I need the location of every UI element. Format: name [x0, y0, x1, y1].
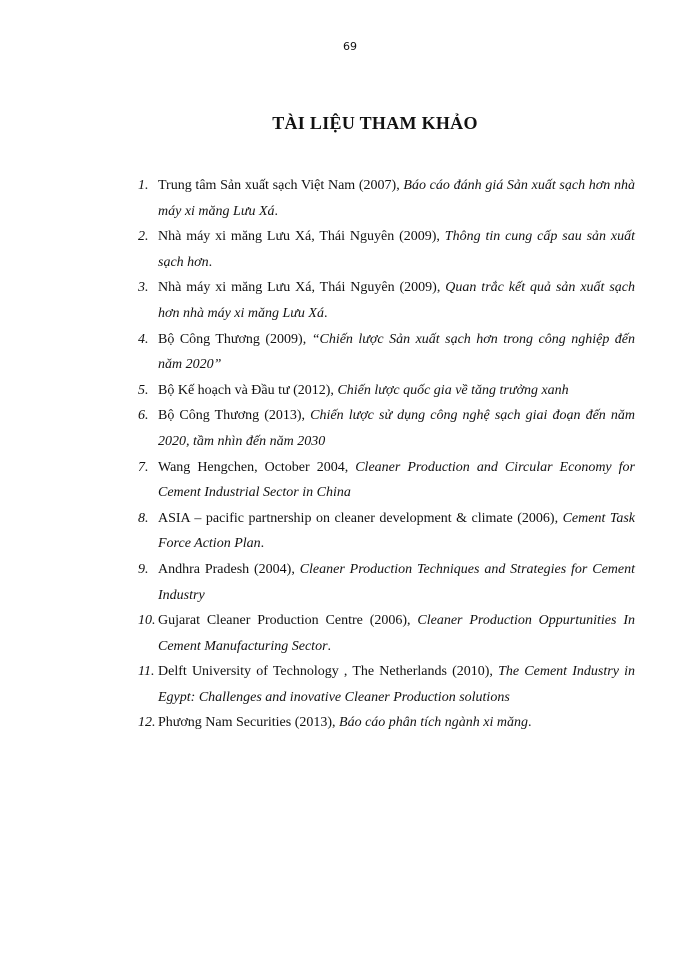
reference-number: 8. — [138, 510, 149, 526]
reference-text — [158, 557, 635, 608]
reference-suffix: . — [260, 536, 265, 552]
reference-title: Thông tin cung cấp sau sản xuất sạch hơn — [158, 229, 635, 270]
reference-item — [138, 608, 635, 659]
reference-item — [138, 173, 635, 224]
reference-number: 2. — [138, 229, 149, 245]
reference-item — [138, 557, 635, 608]
reference-number: 12. — [138, 715, 156, 731]
reference-number: 10. — [138, 613, 156, 629]
reference-authors: Phương Nam Securities (2013), — [158, 715, 340, 731]
reference-item — [138, 659, 635, 710]
reference-title: Chiến lược quốc gia về tăng trưởng xanh — [337, 382, 569, 398]
reference-title: Báo cáo đánh giá Sản xuất sạch hơn nhà máy xi măng Lưu Xá — [158, 178, 635, 219]
reference-item — [138, 506, 635, 557]
reference-number: 4. — [138, 331, 149, 347]
reference-item — [138, 455, 635, 506]
reference-suffix: . — [274, 203, 279, 219]
reference-authors: Nhà máy xi măng Lưu Xá, Thái Nguyên (2009), — [158, 280, 446, 296]
reference-authors: Nhà máy xi măng Lưu Xá, Thái Nguyên (2009), — [158, 229, 445, 245]
reference-number: 9. — [138, 561, 149, 577]
reference-authors: Bộ Công Thương (2013), — [158, 408, 311, 424]
reference-text — [158, 173, 635, 224]
reference-suffix: . — [528, 715, 532, 731]
reference-title: Chiến lược sử dụng công nghệ sạch giai đoạn đến năm 2020, tầm nhìn đến năm 2030 — [158, 408, 635, 449]
reference-suffix: . — [327, 638, 332, 654]
reference-item — [138, 403, 635, 454]
reference-authors: Delft University of Technology , The Netherlands (2010), — [158, 664, 499, 680]
reference-authors: ASIA – pacific partnership on cleaner development & climate (2006), — [158, 510, 563, 526]
reference-title: Quan trắc kết quả sản xuất sạch hơn nhà máy xi măng Lưu Xá — [158, 280, 636, 321]
reference-title: Cement Task Force Action Plan — [158, 510, 635, 552]
reference-authors: Andhra Pradesh (2004), — [158, 561, 300, 577]
reference-text — [158, 403, 635, 454]
reference-title: Cleaner Production Techniques and Strategies for Cement Industry — [158, 561, 635, 603]
reference-list — [138, 173, 635, 736]
reference-authors: Bộ Công Thương (2009), — [158, 331, 312, 347]
reference-authors: Wang Hengchen, October 2004, — [158, 459, 356, 475]
reference-text — [158, 659, 635, 710]
reference-text — [158, 224, 635, 275]
reference-number: 1. — [138, 178, 149, 193]
reference-suffix: . — [323, 305, 328, 321]
reference-number: 5. — [138, 382, 149, 398]
reference-authors: Trung tâm Sản xuất sạch Việt Nam (2007), — [158, 178, 404, 193]
page-title: TÀI LIỆU THAM KHẢO — [272, 113, 478, 133]
reference-text — [158, 455, 635, 506]
reference-authors: Gujarat Cleaner Production Centre (2006), — [158, 613, 418, 629]
reference-text — [158, 327, 635, 378]
reference-item — [138, 224, 635, 275]
reference-title: The Cement Industry in Egypt: Challenges and inovative Cleaner Production solutions — [158, 664, 635, 705]
reference-item — [138, 378, 635, 404]
reference-text — [158, 710, 635, 736]
reference-item — [138, 275, 635, 326]
reference-text — [158, 608, 635, 659]
reference-number: 7. — [138, 459, 149, 475]
reference-title: Cleaner Production Oppurtunities In Cement Manufacturing Sector — [158, 613, 635, 654]
page-number: 69 — [343, 40, 357, 53]
reference-title: Cleaner Production and Circular Economy for Cement Industrial Sector in China — [158, 459, 636, 501]
reference-item — [138, 710, 635, 736]
reference-number: 6. — [138, 408, 149, 424]
reference-title: Báo cáo phân tích ngành xi măng — [339, 715, 529, 731]
reference-number: 3. — [138, 280, 149, 296]
reference-suffix: . — [208, 254, 213, 270]
reference-item — [138, 327, 635, 378]
reference-text — [158, 378, 635, 404]
reference-title: “Chiến lược Sản xuất sạch hơn trong công nghiệp đến năm 2020” — [158, 331, 636, 373]
reference-authors: Bộ Kế hoạch và Đầu tư (2012), — [158, 382, 338, 398]
reference-text — [158, 275, 635, 326]
reference-number: 11. — [138, 664, 155, 680]
reference-text — [158, 506, 635, 557]
